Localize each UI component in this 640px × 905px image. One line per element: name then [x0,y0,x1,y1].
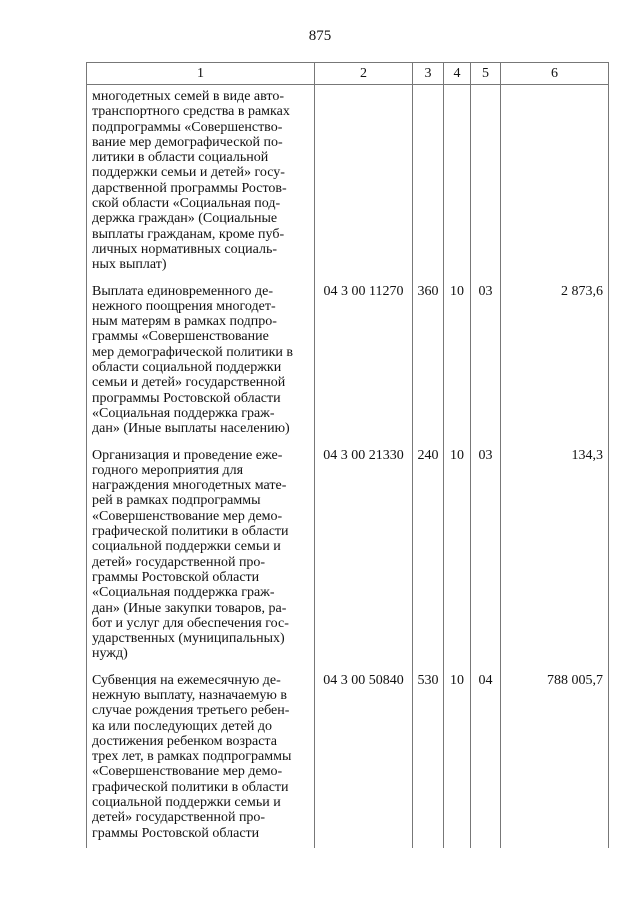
description-line: дан» (Иные закупки товаров, ра- [92,600,287,616]
subsection-code [471,85,501,280]
column-header-4: 4 [444,63,471,85]
section-code: 10 [444,669,471,848]
description-line: «Совершенствование мер демо- [92,764,283,780]
description-line: дарственной программы Ростов- [92,180,287,196]
section-code: 10 [444,280,471,444]
description-line: граммы «Совершенствование [92,329,269,345]
description-line: «Социальная поддержка граж- [92,405,275,421]
section-code: 10 [444,444,471,669]
description-line: семьи и детей» государственной [92,375,286,391]
description-line: социальной поддержки семьи и [92,795,281,811]
description-line: литики в области социальной [92,150,269,166]
description-line: вание мер демографической по- [92,134,283,150]
description-line: дан» (Иные выплаты населению) [92,421,290,437]
description-line: ных выплат) [92,257,167,273]
description-line: детей» государственной про- [92,810,266,826]
description-line: области социальной поддержки [92,360,282,376]
subsection-code: 04 [471,669,501,848]
page-number: 875 [308,28,332,44]
description-line: нужд) [92,646,128,662]
description-line: многодетных семей в виде авто- [92,89,284,104]
description-line: выплаты гражданам, кроме пуб- [92,226,285,242]
subsection-code: 03 [471,444,501,669]
description-line: программы Ростовской области [92,390,281,406]
table-row [87,280,609,444]
row-description [87,669,315,848]
expense-type-code: 530 [413,669,444,848]
amount: 788 005,7 [501,669,609,848]
column-header-6: 6 [501,63,609,85]
amount: 134,3 [501,444,609,669]
table-row [87,669,609,848]
amount: 2 873,6 [501,280,609,444]
description-line: подпрограммы «Совершенство- [92,119,283,135]
description-line: детей» государственной про- [92,554,266,570]
description-line: графической политики в области [92,524,289,540]
description-line: награждения многодетных мате- [92,478,287,494]
column-header-3: 3 [413,63,444,85]
description-line: ской области «Социальная под- [92,196,281,212]
description-line: граммы Ростовской области [92,825,260,841]
column-header-2: 2 [315,63,413,85]
description-line: достижения ребенком возраста [92,733,277,749]
section-code [444,85,471,280]
target-article-code [315,85,413,280]
table-header-row [87,63,609,85]
description-line: Субвенция на ежемесячную де- [92,672,281,688]
description-line: графической политики в области [92,779,289,795]
description-line: личных нормативных социаль- [92,241,278,257]
row-description [87,444,315,669]
description-line: Организация и проведение еже- [92,447,283,463]
description-line: рей в рамках подпрограммы [92,493,261,509]
column-header-1: 1 [87,63,315,85]
description-line: трех лет, в рамках подпрограммы [92,749,292,765]
table-row [87,85,609,280]
row-description [87,280,315,444]
description-line: бот и услуг для обеспечения гос- [92,615,289,631]
subsection-code: 03 [471,280,501,444]
expense-type-code [413,85,444,280]
description-line: держка граждан» (Социальные [92,211,278,227]
description-line: «Социальная поддержка граж- [92,585,275,601]
table-row [87,444,609,669]
amount [501,85,609,280]
target-article-code: 04 3 00 21330 [315,444,413,669]
expense-type-code: 360 [413,280,444,444]
description-line: социальной поддержки семьи и [92,539,281,555]
target-article-code: 04 3 00 11270 [315,280,413,444]
description-line: нежную выплату, назначаемую в [92,687,287,703]
description-line: годного мероприятия для [92,462,244,478]
description-line: случае рождения третьего ребен- [92,703,290,719]
row-description [87,85,315,280]
description-line: ка или последующих детей до [92,718,272,734]
target-article-code: 04 3 00 50840 [315,669,413,848]
description-line: поддержки семьи и детей» госу- [92,165,285,181]
description-line: мер демографической политики в [92,344,293,360]
expense-type-code: 240 [413,444,444,669]
description-line: Выплата единовременного де- [92,283,273,299]
description-line: «Совершенствование мер демо- [92,508,283,524]
column-header-5: 5 [471,63,501,85]
budget-table [86,62,609,848]
description-line: граммы Ростовской области [92,569,260,585]
description-line: ным матерям в рамках подпро- [92,314,277,330]
description-line: нежного поощрения многодет- [92,298,276,314]
description-line: транспортного средства в рамках [92,104,290,120]
description-line: ударственных (муниципальных) [92,631,285,647]
